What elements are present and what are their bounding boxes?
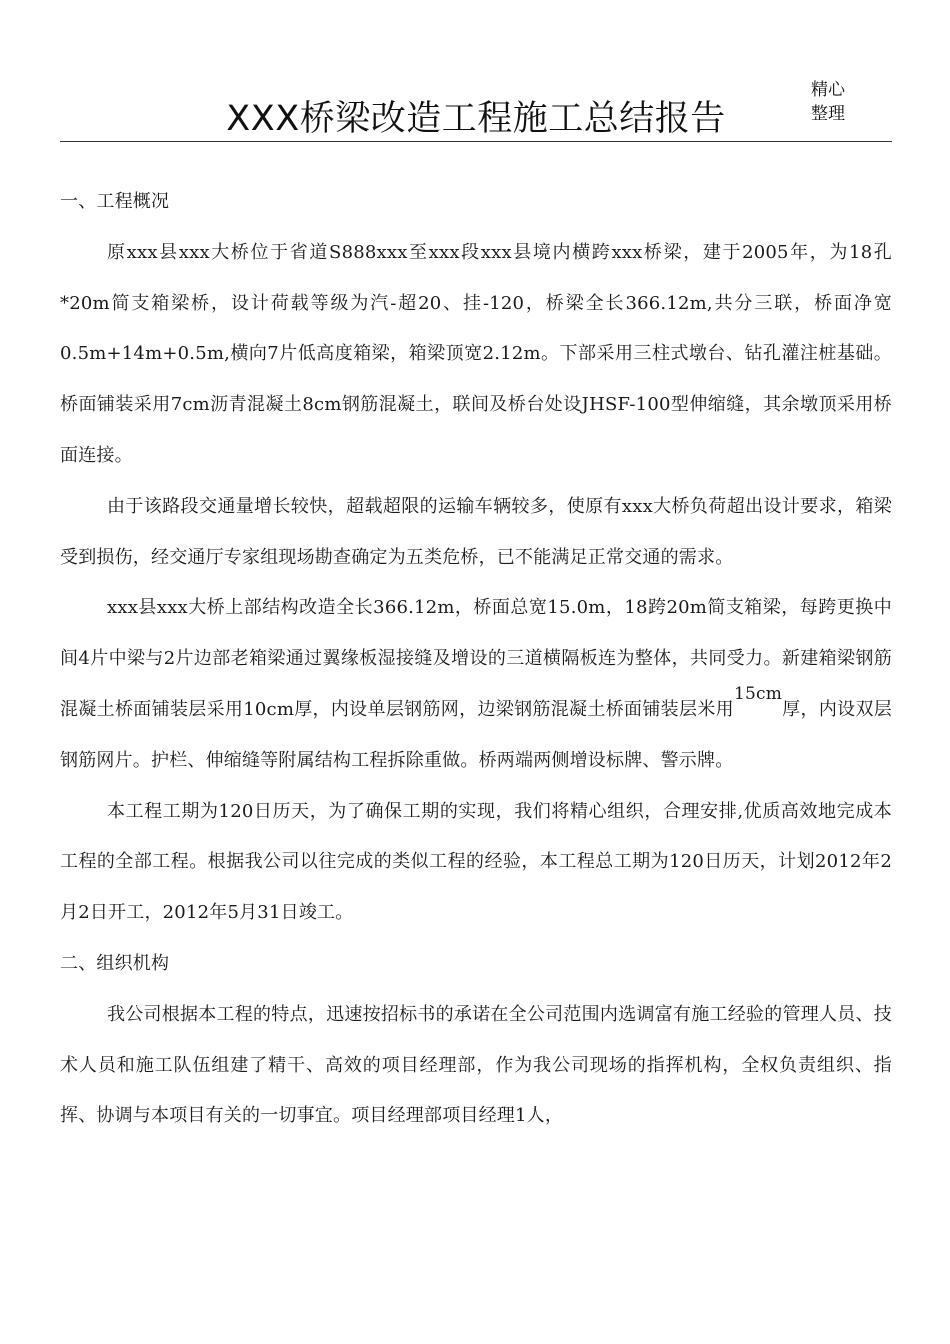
document-title: XXX桥梁改造工程施工总结报告 xyxy=(226,99,726,139)
raised-thickness-value: 15cm xyxy=(733,683,783,704)
paragraph-renovation-scope xyxy=(60,583,892,786)
renovation-scope-text-2: 厚，内设双层钢筋网片。护栏、伸缩缝等附属结构工程拆除重做。桥两端两侧增设标牌、警示牌。 xyxy=(60,698,893,771)
title-underline xyxy=(60,141,892,142)
document-body xyxy=(60,177,892,1142)
header-note-line-2: 整理 xyxy=(811,104,845,124)
paragraph-reason-for-renovation: 由于该路段交通量增长较快，超载超限的运输车辆较多，使原有xxx大桥负荷超出设计要求，箱梁受到损伤，经交通厅专家组现场勘查确定为五类危桥，已不能满足正常交通的需求。 xyxy=(60,495,892,568)
paragraph-schedule: 本工程工期为120日历天，为了确保工期的实现，我们将精心组织，合理安排,优质高效地完成本工程的全部工程。根据我公司以往完成的类似工程的经验，本工程总工期为120日历天，计划2012年2月2日开工，2012年5月31日竣工。 xyxy=(60,800,892,924)
renovation-scope-text-1: xxx县xxx大桥上部结构改造全长366.12m，桥面总宽15.0m，18跨20m简支箱梁，每跨更换中间4片中梁与2片边部老箱梁通过翼缘板湿接缝及增设的三道横隔板连为整体，共同受力。新建箱梁钢筋混凝土桥面铺装层采用10cm厚，内设单层钢筋网，边梁钢筋混凝土桥面铺装层米用 xyxy=(60,597,892,720)
section-heading-organization: 二、组织机构 xyxy=(60,952,170,974)
paragraph-bridge-description: 原xxx县xxx大桥位于省道S888xxx至xxx段xxx县境内横跨xxx桥梁，建于2005年，为18孔*20m简支箱梁桥，设计荷载等级为汽-超20、挂-120，桥梁全长366.12m,共分三联，桥面净宽0.5m+14m+0.5m,横向7片低高度箱梁，箱梁顶宽2.12m。下部采用三柱式墩台、钻孔灌注桩基础。桥面铺装采用7cm沥青混凝土8cm钢筋混凝土，联间及桥台处设JHSF-100型伸缩缝，其余墩顶采用桥面连接。 xyxy=(60,241,892,466)
paragraph-organization: 我公司根据本工程的特点，迅速按招标书的承诺在全公司范围内选调富有施工经验的管理人员、技术人员和施工队伍组建了精干、高效的项目经理部，作为我公司现场的指挥机构，全权负责组织、指挥、协调与本项目有关的一切事宜。项目经理部项目经理1人， xyxy=(60,1003,892,1127)
section-heading-overview: 一、工程概况 xyxy=(60,191,170,212)
header-note-line-1: 精心 xyxy=(811,80,845,100)
